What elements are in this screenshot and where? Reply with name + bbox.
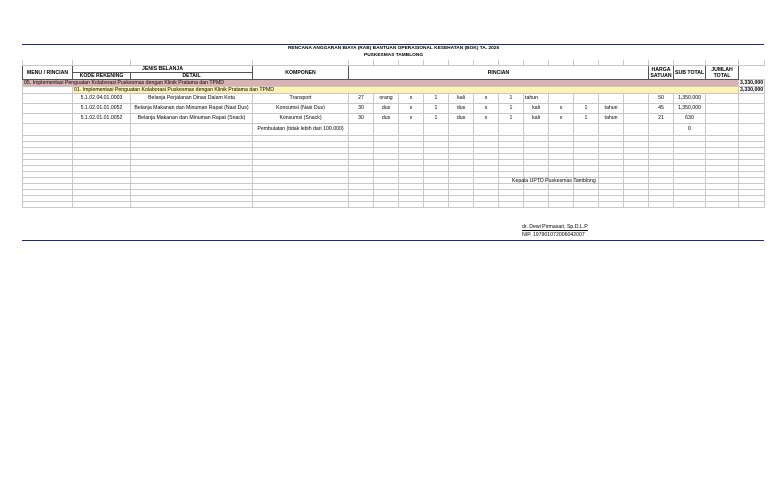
unit-cell: dus [449, 104, 474, 114]
rounding-row [23, 124, 765, 136]
header-menu-rincian: MENU / RINCIAN [23, 66, 73, 80]
puskesmas-name: PUSKESMAS TAMBLONG [364, 53, 424, 58]
volume-cell [574, 94, 599, 104]
unit-cell: dus [374, 104, 399, 114]
komponen-cell: Konsumsi (Snack) [253, 114, 349, 124]
harga-satuan-cell: 21 [649, 114, 674, 124]
unit-cell: dus [374, 114, 399, 124]
sub-total-cell: 1,350,000 [674, 104, 706, 114]
header-sub-total: SUB TOTAL [674, 66, 706, 80]
sub-total-cell: 1,350,000 [674, 94, 706, 104]
sub-total-cell: 630 [674, 114, 706, 124]
multiply-cell: x [474, 114, 499, 124]
header-kode-rekening: KODE REKENING [73, 73, 131, 80]
multiply-cell [549, 94, 574, 104]
detail-cell: Belanja Makanan dan Minuman Rapat (Nasi Dus) [131, 104, 253, 114]
volume-cell: 27 [349, 94, 374, 104]
unit-cell: kali [524, 104, 549, 114]
program-row [23, 80, 765, 87]
volume-cell: 30 [349, 114, 374, 124]
header-rincian: RINCIAN [349, 66, 649, 80]
kegiatan-label: 01. Implementasi Penguatan Kolaborasi Puskesmas dengan Klinik Pratama dan TPMD [73, 87, 739, 94]
rab-table [22, 45, 765, 208]
harga-satuan-cell: 50 [649, 94, 674, 104]
program-label: 05. Implementasi Penguatan Kolaborasi Puskesmas dengan Klinik Pratama dan TPMD [23, 80, 739, 87]
unit-cell: kali [449, 94, 474, 104]
volume-cell: 1 [574, 104, 599, 114]
header-detail: DETAIL [131, 73, 253, 80]
volume-cell: 1 [574, 114, 599, 124]
multiply-cell: x [399, 94, 424, 104]
program-total: 3,330,000 [740, 80, 764, 86]
multiply-cell: x [474, 94, 499, 104]
kegiatan-row [23, 87, 765, 94]
volume-cell: 1 [424, 104, 449, 114]
kode-rekening-cell: 5.1.02.01.01.0052 [73, 104, 131, 114]
kode-rekening-cell: 5.1.02.04.01.0003 [73, 94, 131, 104]
sheet-bottom-border [22, 240, 764, 241]
rab-spreadsheet [22, 44, 764, 208]
multiply-cell: x [399, 114, 424, 124]
komponen-cell: Transport [253, 94, 349, 104]
unit-cell: tahun [599, 114, 624, 124]
volume-cell: 1 [424, 94, 449, 104]
kode-rekening-cell: 5.1.02.01.01.0052 [73, 114, 131, 124]
multiply-cell: x [549, 114, 574, 124]
multiply-cell: x [549, 104, 574, 114]
table-row [23, 114, 765, 124]
signature-nip: NIP. 197901072006042007 [522, 232, 585, 238]
unit-cell: orang [374, 94, 399, 104]
detail-cell: Belanja Perjalanan Dinas Dalam Kota [131, 94, 253, 104]
volume-cell: 1 [499, 94, 524, 104]
signature-name: dr. Dewi Pirmasari, Sp.D.L.P [522, 224, 588, 230]
header-jumlah-total: JUMLAH TOTAL [706, 66, 739, 80]
harga-satuan-cell: 45 [649, 104, 674, 114]
table-row [23, 94, 765, 104]
table-row [23, 104, 765, 114]
unit-cell: tahun [599, 104, 624, 114]
volume-cell: 1 [499, 104, 524, 114]
volume-cell: 1 [499, 114, 524, 124]
signature-role: Kepala UPTD Puskesmas Tamblong [512, 178, 596, 184]
document-title: RENCANA ANGGARAN BIAYA (RAB) BANTUAN OPERASIONAL KESEHATAN (BOK) TA. 2025 [287, 46, 500, 51]
unit-cell: dus [449, 114, 474, 124]
kegiatan-total: 3,330,000 [740, 87, 764, 93]
header-harga-satuan: HARGA SATUAN [650, 66, 672, 79]
multiply-cell: x [474, 104, 499, 114]
volume-cell: 1 [424, 114, 449, 124]
komponen-cell: Konsumsi (Nasi Dus) [253, 104, 349, 114]
rounding-value: 0 [674, 124, 706, 136]
unit-cell: kali [524, 114, 549, 124]
multiply-cell: x [399, 104, 424, 114]
volume-cell: 30 [349, 104, 374, 114]
detail-cell: Belanja Makanan dan Minuman Rapat (Snack) [131, 114, 253, 124]
unit-cell [599, 94, 624, 104]
rounding-label: Pembulatan (tidak lebih dari 100.000) [253, 124, 349, 136]
unit-cell: tahun [524, 94, 549, 104]
header-jenis-belanja: JENIS BELANJA [73, 66, 253, 73]
header-komponen: KOMPONEN [253, 66, 349, 80]
